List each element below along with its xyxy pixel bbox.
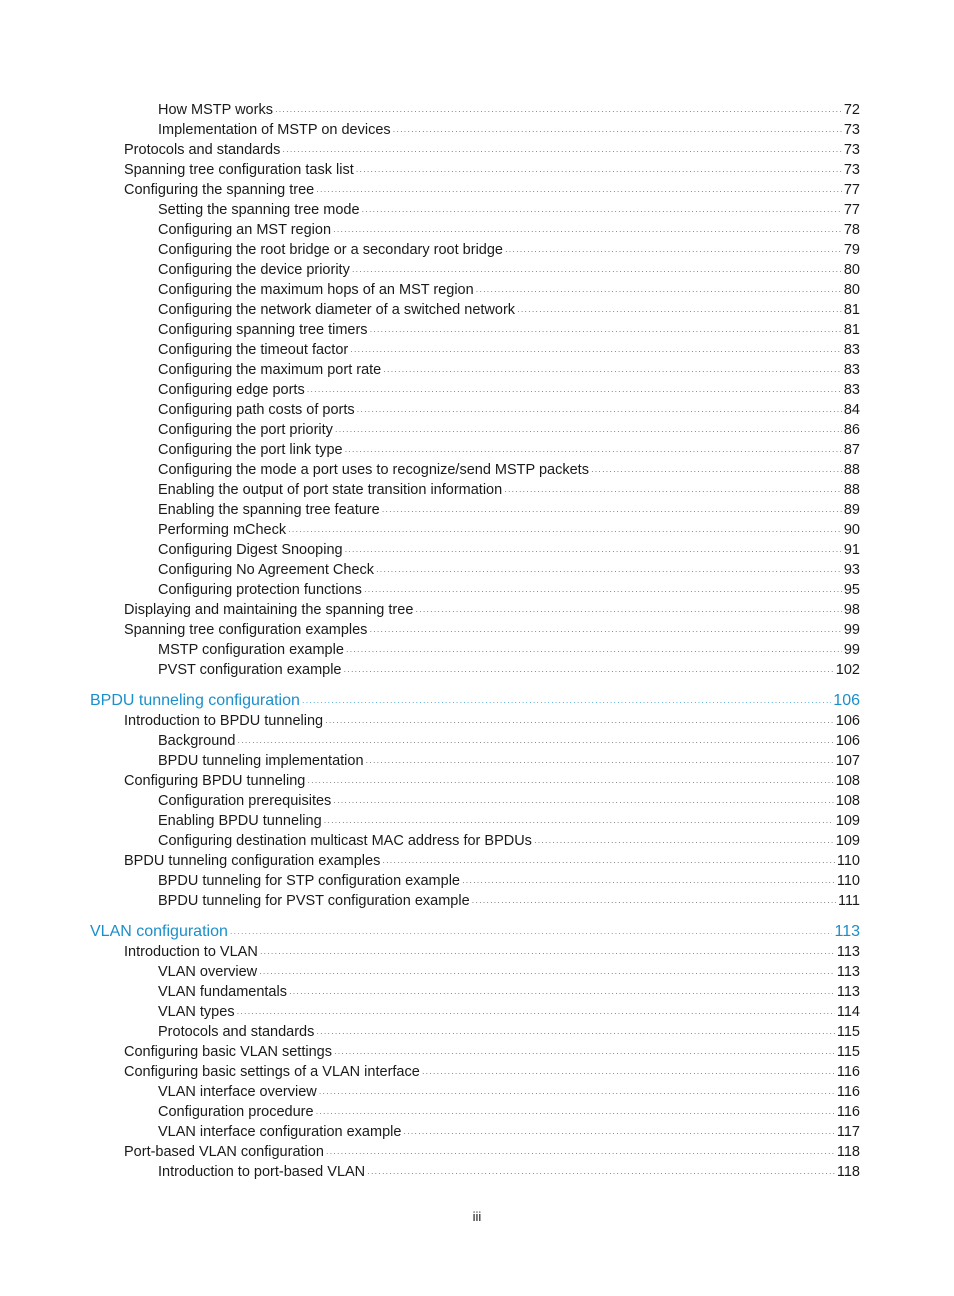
toc-entry[interactable] xyxy=(0,160,954,180)
toc-entry-page: 90 xyxy=(843,522,860,538)
toc-entry-page: 91 xyxy=(843,542,860,558)
toc-entry-page: 99 xyxy=(843,642,860,658)
toc-entry-page: 77 xyxy=(843,202,860,218)
dot-leader xyxy=(422,1064,835,1084)
dot-leader xyxy=(534,833,834,853)
toc-entry-title: Enabling the output of port state transition information xyxy=(158,482,503,498)
dot-leader xyxy=(334,1044,835,1064)
toc-entry-title: Configuring the port link type xyxy=(158,442,343,458)
toc-entry[interactable] xyxy=(0,1102,954,1122)
toc-entry-title: BPDU tunneling for STP configuration example xyxy=(158,873,460,889)
toc-entry-title: Configuration prerequisites xyxy=(158,793,332,809)
toc-entry-page: 113 xyxy=(836,944,860,960)
dot-leader xyxy=(369,622,841,642)
dot-leader xyxy=(352,262,842,282)
toc-entry-page: 118 xyxy=(836,1144,860,1160)
dot-leader xyxy=(344,662,834,682)
dot-leader xyxy=(403,1124,834,1144)
toc-entry-page: 80 xyxy=(843,282,860,298)
dot-leader xyxy=(345,542,842,562)
toc-entry[interactable] xyxy=(0,500,954,520)
toc-entry-title: Configuring the timeout factor xyxy=(158,342,349,358)
toc-entry-page: 114 xyxy=(836,1004,860,1020)
toc-entry-title: Configuration procedure xyxy=(158,1104,314,1120)
toc-entry-title: MSTP configuration example xyxy=(158,642,344,658)
dot-leader xyxy=(333,222,842,242)
toc-entry[interactable] xyxy=(0,620,954,640)
toc-entry-page: 83 xyxy=(843,342,860,358)
dot-leader xyxy=(275,102,842,122)
toc-entry-page: 80 xyxy=(843,262,860,278)
toc-entry-title: Protocols and standards xyxy=(158,1024,315,1040)
dot-leader xyxy=(282,142,841,162)
dot-leader xyxy=(415,602,841,622)
toc-entry-title: Configuring the root bridge or a secondary root bridge xyxy=(158,242,503,258)
toc-entry-page: 98 xyxy=(843,602,860,618)
toc-entry-title: Configuring destination multicast MAC address for BPDUs xyxy=(158,833,532,849)
toc-entry[interactable] xyxy=(0,260,954,280)
dot-leader xyxy=(505,242,842,262)
toc-entry-page: 83 xyxy=(843,362,860,378)
dot-leader xyxy=(376,562,842,582)
toc-entry-title: Spanning tree configuration examples xyxy=(124,622,368,638)
toc-entry-page: 88 xyxy=(843,462,860,478)
dot-leader xyxy=(316,1024,835,1044)
toc-entry-title: VLAN fundamentals xyxy=(158,984,287,1000)
toc-entry[interactable] xyxy=(0,120,954,140)
dot-leader xyxy=(382,502,842,522)
toc-entry-page: 73 xyxy=(843,122,860,138)
toc-entry-title: Configuring the maximum hops of an MST region xyxy=(158,282,474,298)
toc-entry-title: BPDU tunneling implementation xyxy=(158,753,364,769)
dot-leader xyxy=(383,362,842,382)
dot-leader xyxy=(316,182,842,202)
toc-entry[interactable] xyxy=(0,1162,954,1182)
toc-entry-page: 73 xyxy=(843,162,860,178)
dot-leader xyxy=(382,853,835,873)
toc-entry[interactable] xyxy=(0,1122,954,1142)
toc-entry-page: 116 xyxy=(836,1064,860,1080)
dot-leader xyxy=(370,322,842,342)
toc-entry[interactable] xyxy=(0,1062,954,1082)
toc-entry[interactable] xyxy=(0,560,954,580)
toc-entry-page: 106 xyxy=(835,733,860,749)
toc-entry[interactable] xyxy=(0,982,954,1002)
dot-leader xyxy=(476,282,842,302)
dot-leader xyxy=(591,462,842,482)
toc-entry-title: Configuring protection functions xyxy=(158,582,362,598)
toc-entry-title: Configuring path costs of ports xyxy=(158,402,355,418)
toc-entry[interactable] xyxy=(0,420,954,440)
dot-leader xyxy=(367,1164,835,1184)
toc-entry-title: BPDU tunneling configuration examples xyxy=(124,853,381,869)
dot-leader xyxy=(307,773,833,793)
toc-entry-page: 106 xyxy=(833,692,860,709)
toc-entry-title: Configuring Digest Snooping xyxy=(158,542,343,558)
toc-entry-title: Configuring basic VLAN settings xyxy=(124,1044,332,1060)
toc-entry-page: 117 xyxy=(836,1124,860,1140)
toc-entry-page: 116 xyxy=(836,1104,860,1120)
dot-leader xyxy=(237,733,833,753)
toc-entry[interactable] xyxy=(0,640,954,660)
toc-entry[interactable] xyxy=(0,520,954,540)
toc-entry-page: 102 xyxy=(835,662,860,678)
toc-entry[interactable] xyxy=(0,751,954,771)
toc-entry-title: Enabling BPDU tunneling xyxy=(158,813,322,829)
toc-entry[interactable] xyxy=(0,962,954,982)
toc-entry-page: 81 xyxy=(843,302,860,318)
toc-entry-title: Introduction to VLAN xyxy=(124,944,258,960)
toc-entry-title: Configuring the spanning tree xyxy=(124,182,315,198)
dot-leader xyxy=(366,753,834,773)
toc-entry-page: 106 xyxy=(835,713,860,729)
toc-entry[interactable] xyxy=(0,280,954,300)
toc-entry[interactable] xyxy=(0,1022,954,1042)
toc-entry-title: Background xyxy=(158,733,236,749)
toc-entry[interactable] xyxy=(0,1142,954,1162)
dot-leader xyxy=(335,422,842,442)
toc-entry-page: 73 xyxy=(843,142,860,158)
toc-entry[interactable] xyxy=(0,200,954,220)
dot-leader xyxy=(517,302,842,322)
toc-entry[interactable] xyxy=(0,340,954,360)
toc-entry-page: 88 xyxy=(843,482,860,498)
toc-entry[interactable] xyxy=(0,1002,954,1022)
toc-entry[interactable] xyxy=(0,1042,954,1062)
toc-entry-title: Configuring the network diameter of a switched network xyxy=(158,302,516,318)
toc-entry[interactable] xyxy=(0,791,954,811)
toc-entry-page: 110 xyxy=(836,873,860,889)
dot-leader xyxy=(319,1084,835,1104)
toc-entry-page: 79 xyxy=(843,242,860,258)
toc-entry[interactable] xyxy=(0,400,954,420)
dot-leader xyxy=(307,382,842,402)
toc-entry[interactable] xyxy=(0,811,954,831)
toc-entry-page: 116 xyxy=(836,1084,860,1100)
toc-entry-page: 113 xyxy=(836,964,860,980)
toc-entry-page: 93 xyxy=(843,562,860,578)
page-number: iii xyxy=(472,1209,482,1224)
toc-entry-title: Displaying and maintaining the spanning tree xyxy=(124,602,414,618)
dot-leader xyxy=(362,202,842,222)
toc-entry[interactable] xyxy=(0,1082,954,1102)
toc-entry-page: 81 xyxy=(843,322,860,338)
toc-entry[interactable] xyxy=(0,871,954,891)
toc-entry[interactable] xyxy=(0,220,954,240)
dot-leader xyxy=(237,1004,835,1024)
toc-entry[interactable] xyxy=(0,771,954,791)
dot-leader xyxy=(259,964,835,984)
toc-entry-page: 109 xyxy=(835,813,860,829)
toc-entry-title: Protocols and standards xyxy=(124,142,281,158)
toc-entry[interactable] xyxy=(0,240,954,260)
dot-leader xyxy=(350,342,842,362)
toc-entry-page: 87 xyxy=(843,442,860,458)
toc-entry-title: Enabling the spanning tree feature xyxy=(158,502,380,518)
dot-leader xyxy=(356,162,842,182)
toc-entry[interactable] xyxy=(0,540,954,560)
dot-leader xyxy=(325,713,834,733)
toc-entry-title: VLAN types xyxy=(158,1004,235,1020)
toc-entry-page: 89 xyxy=(843,502,860,518)
toc-entry-title: Configuring basic settings of a VLAN interface xyxy=(124,1064,420,1080)
toc-entry-title: VLAN configuration xyxy=(90,923,228,940)
dot-leader xyxy=(346,642,842,662)
toc-entry[interactable] xyxy=(0,711,954,731)
toc-entry-page: 113 xyxy=(834,923,860,940)
dot-leader xyxy=(393,122,842,142)
dot-leader xyxy=(260,944,835,964)
toc-entry[interactable] xyxy=(0,731,954,751)
toc-entry-page: 109 xyxy=(835,833,860,849)
toc-entry-title: VLAN interface configuration example xyxy=(158,1124,402,1140)
toc-entry-title: Performing mCheck xyxy=(158,522,287,538)
dot-leader xyxy=(288,522,842,542)
toc-entry-title: How MSTP works xyxy=(158,102,273,118)
toc-entry[interactable] xyxy=(0,580,954,600)
toc-entry-page: 78 xyxy=(843,222,860,238)
toc-entry[interactable] xyxy=(0,660,954,680)
dot-leader xyxy=(364,582,842,602)
toc-entry[interactable] xyxy=(0,831,954,851)
toc-entry-page: 99 xyxy=(843,622,860,638)
toc-entry[interactable] xyxy=(0,140,954,160)
toc-entry-title: Introduction to port-based VLAN xyxy=(158,1164,366,1180)
dot-leader xyxy=(326,1144,835,1164)
toc-entry-page: 72 xyxy=(843,102,860,118)
toc-entry-title: BPDU tunneling for PVST configuration example xyxy=(158,893,470,909)
toc-entry-page: 77 xyxy=(843,182,860,198)
toc-entry[interactable] xyxy=(0,460,954,480)
toc-entry-page: 113 xyxy=(836,984,860,1000)
toc-entry-title: BPDU tunneling configuration xyxy=(90,692,300,709)
toc-entry-page: 107 xyxy=(835,753,860,769)
dot-leader xyxy=(316,1104,835,1124)
table-of-contents xyxy=(0,100,954,1182)
toc-entry[interactable] xyxy=(0,180,954,200)
toc-entry-page: 111 xyxy=(837,893,860,909)
toc-entry-title: VLAN interface overview xyxy=(158,1084,317,1100)
toc-entry-title: Configuring the port priority xyxy=(158,422,333,438)
toc-entry-page: 115 xyxy=(836,1044,860,1060)
dot-leader xyxy=(504,482,842,502)
toc-entry-page: 110 xyxy=(836,853,860,869)
toc-entry[interactable] xyxy=(0,320,954,340)
toc-entry-page: 118 xyxy=(836,1164,860,1180)
toc-entry-title: Spanning tree configuration task list xyxy=(124,162,354,178)
dot-leader xyxy=(289,984,835,1004)
toc-entry-title: PVST configuration example xyxy=(158,662,342,678)
toc-entry-page: 115 xyxy=(836,1024,860,1040)
toc-chapter-entry[interactable] xyxy=(0,691,954,711)
dot-leader xyxy=(345,442,842,462)
toc-entry-title: Configuring edge ports xyxy=(158,382,305,398)
dot-leader xyxy=(324,813,834,833)
toc-entry-title: Configuring the maximum port rate xyxy=(158,362,382,378)
dot-leader xyxy=(302,693,831,713)
toc-entry-page: 83 xyxy=(843,382,860,398)
toc-entry-page: 108 xyxy=(835,773,860,789)
toc-entry-page: 86 xyxy=(843,422,860,438)
toc-entry[interactable] xyxy=(0,440,954,460)
toc-entry[interactable] xyxy=(0,942,954,962)
toc-entry-title: Configuring the mode a port uses to recognize/send MSTP packets xyxy=(158,462,589,478)
toc-entry[interactable] xyxy=(0,300,954,320)
toc-entry[interactable] xyxy=(0,480,954,500)
toc-entry[interactable] xyxy=(0,891,954,911)
toc-entry-title: Introduction to BPDU tunneling xyxy=(124,713,324,729)
toc-entry-title: Port-based VLAN configuration xyxy=(124,1144,324,1160)
toc-entry-title: Configuring spanning tree timers xyxy=(158,322,368,338)
toc-entry[interactable] xyxy=(0,851,954,871)
toc-entry-title: Implementation of MSTP on devices xyxy=(158,122,391,138)
toc-entry-title: Configuring the device priority xyxy=(158,262,350,278)
dot-leader xyxy=(230,924,833,944)
toc-entry[interactable] xyxy=(0,600,954,620)
toc-entry-page: 95 xyxy=(843,582,860,598)
dot-leader xyxy=(462,873,835,893)
toc-entry-page: 84 xyxy=(843,402,860,418)
toc-entry-title: Configuring No Agreement Check xyxy=(158,562,375,578)
toc-entry-title: Configuring an MST region xyxy=(158,222,332,238)
toc-entry[interactable] xyxy=(0,380,954,400)
toc-entry-title: Configuring BPDU tunneling xyxy=(124,773,306,789)
toc-chapter-entry[interactable] xyxy=(0,922,954,942)
toc-entry[interactable] xyxy=(0,100,954,120)
dot-leader xyxy=(357,402,842,422)
toc-entry-page: 108 xyxy=(835,793,860,809)
dot-leader xyxy=(333,793,834,813)
toc-entry-title: Setting the spanning tree mode xyxy=(158,202,360,218)
toc-entry[interactable] xyxy=(0,360,954,380)
dot-leader xyxy=(472,893,836,913)
toc-entry-title: VLAN overview xyxy=(158,964,258,980)
